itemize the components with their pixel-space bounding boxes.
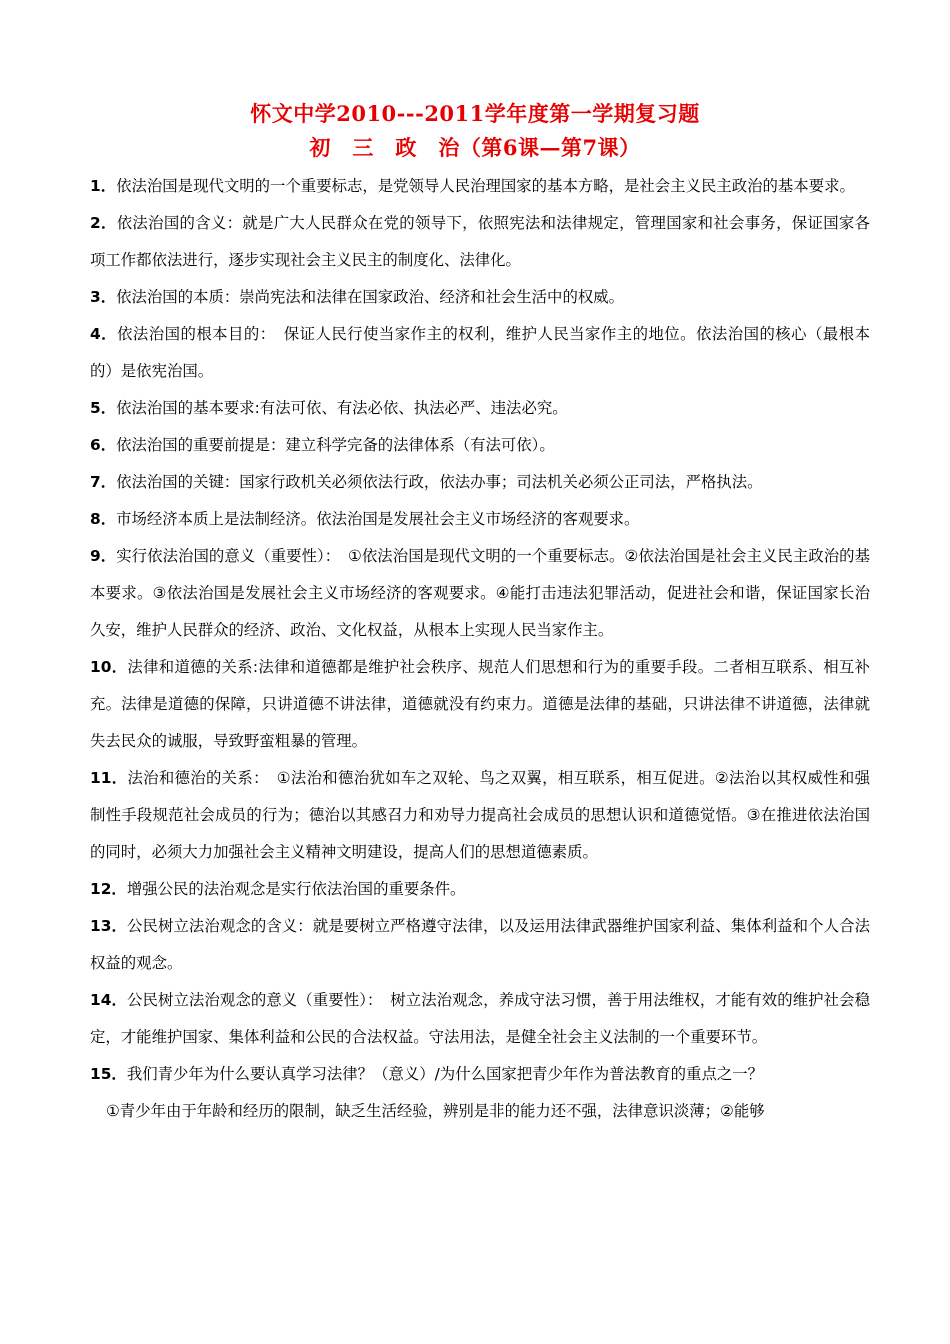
item-number: 8． (90, 510, 117, 528)
item-text: 依法治国的含义：就是广大人民群众在党的领导下，依照宪法和法律规定，管理国家和社会事务，保证国家各项工作都依法进行，逐步实现社会主义民主的制度化、法律化。 (90, 214, 870, 269)
list-item (90, 760, 870, 871)
item-text: 依法治国的基本要求:有法可依、有法必依、执法必严、违法必究。 (116, 399, 568, 417)
list-item (90, 982, 870, 1056)
list-item (90, 1056, 870, 1093)
item-text: 公民树立法治观念的意义（重要性）： 树立法治观念，养成守法习惯，善于用法维权，才能有效的维护社会稳定，才能维护国家、集体利益和公民的合法权益。守法用法，是健全社会主义法制的一个重要环节。 (90, 991, 871, 1046)
list-item (90, 427, 870, 464)
item-text: 实行依法治国的意义（重要性）： ①依法治国是现代文明的一个重要标志。②依法治国是社会主义民主政治的基本要求。③依法治国是发展社会主义市场经济的客观要求。④能打击违法犯罪活动，促进社会和谐，保证国家长治久安，维护人民群众的经济、政治、文化权益，从根本上实现人民当家作主。 (90, 547, 870, 639)
list-item (90, 649, 870, 760)
list-item (90, 908, 870, 982)
item-text: 市场经济本质上是法制经济。依法治国是发展社会主义市场经济的客观要求。 (116, 510, 640, 528)
document-title: 怀文中学2010---2011学年度第一学期复习题 (250, 101, 700, 126)
item-number: 5． (90, 399, 117, 417)
item-number: 4． (90, 325, 118, 343)
item-continuation: ①青少年由于年龄和经历的限制，缺乏生活经验，辨别是非的能力还不强，法律意识淡薄；②能够 (106, 1102, 765, 1120)
item-number: 6． (90, 436, 117, 454)
item-text: 依法治国的重要前提是：建立科学完备的法律体系（有法可依）。 (116, 436, 555, 454)
item-number: 3． (90, 288, 117, 306)
item-text: 依法治国的本质：崇尚宪法和法律在国家政治、经济和社会生活中的权威。 (116, 288, 625, 306)
item-text: 法治和德治的关系： ①法治和德治犹如车之双轮、鸟之双翼，相互联系，相互促进。②法治以其权威性和强制性手段规范社会成员的行为；德治以其感召力和劝导力提高社会成员的思想认识和道德觉悟。③在推进依法治国的同时，必须大力加强社会主义精神文明建设，提高人们的思想道德素质。 (90, 769, 870, 861)
item-number: 2． (90, 214, 117, 232)
list-item (90, 501, 870, 538)
item-number: 11． (90, 769, 128, 787)
item-number: 12． (90, 880, 127, 898)
document-subtitle: 初 三 政 治（第6课—第7课） (309, 135, 641, 160)
list-item (90, 871, 870, 908)
item-number: 1． (90, 177, 117, 195)
item-number: 10． (90, 658, 128, 676)
item-text: 依法治国的根本目的： 保证人民行使当家作主的权利，维护人民当家作主的地位。依法治国的核心（最根本的）是依宪治国。 (90, 325, 870, 380)
item-number: 7． (90, 473, 117, 491)
document-body (90, 168, 870, 1130)
list-item (90, 279, 870, 316)
item-text: 增强公民的法治观念是实行依法治国的重要条件。 (126, 880, 466, 898)
list-item (90, 168, 870, 205)
list-item (90, 390, 870, 427)
item-number: 13． (90, 917, 127, 935)
item-text: 依法治国的关键：国家行政机关必须依法行政，依法办事；司法机关必须公正司法，严格执法。 (116, 473, 763, 491)
list-item (90, 538, 870, 649)
list-item (90, 464, 870, 501)
item-text: 依法治国是现代文明的一个重要标志，是党领导人民治理国家的基本方略，是社会主义民主政治的基本要求。 (116, 177, 855, 195)
item-number: 14． (90, 991, 127, 1009)
item-text: 法律和道德的关系:法律和道德都是维护社会秩序、规范人们思想和行为的重要手段。二者相互联系、相互补充。法律是道德的保障，只讲道德不讲法律，道德就没有约束力。道德是法律的基础，只讲法律不讲道德，法律就失去民众的诚服，导致野蛮粗暴的管理。 (90, 658, 870, 750)
item-text: 我们青少年为什么要认真学习法律？（意义）/为什么国家把青少年作为普法教育的重点之一？ (126, 1065, 764, 1083)
item-number: 15． (90, 1065, 127, 1083)
item-text: 公民树立法治观念的含义：就是要树立严格遵守法律，以及运用法律武器维护国家利益、集体利益和个人合法权益的观念。 (90, 917, 870, 972)
item-number: 9． (90, 547, 117, 565)
list-item (90, 316, 870, 390)
list-item (90, 205, 870, 279)
